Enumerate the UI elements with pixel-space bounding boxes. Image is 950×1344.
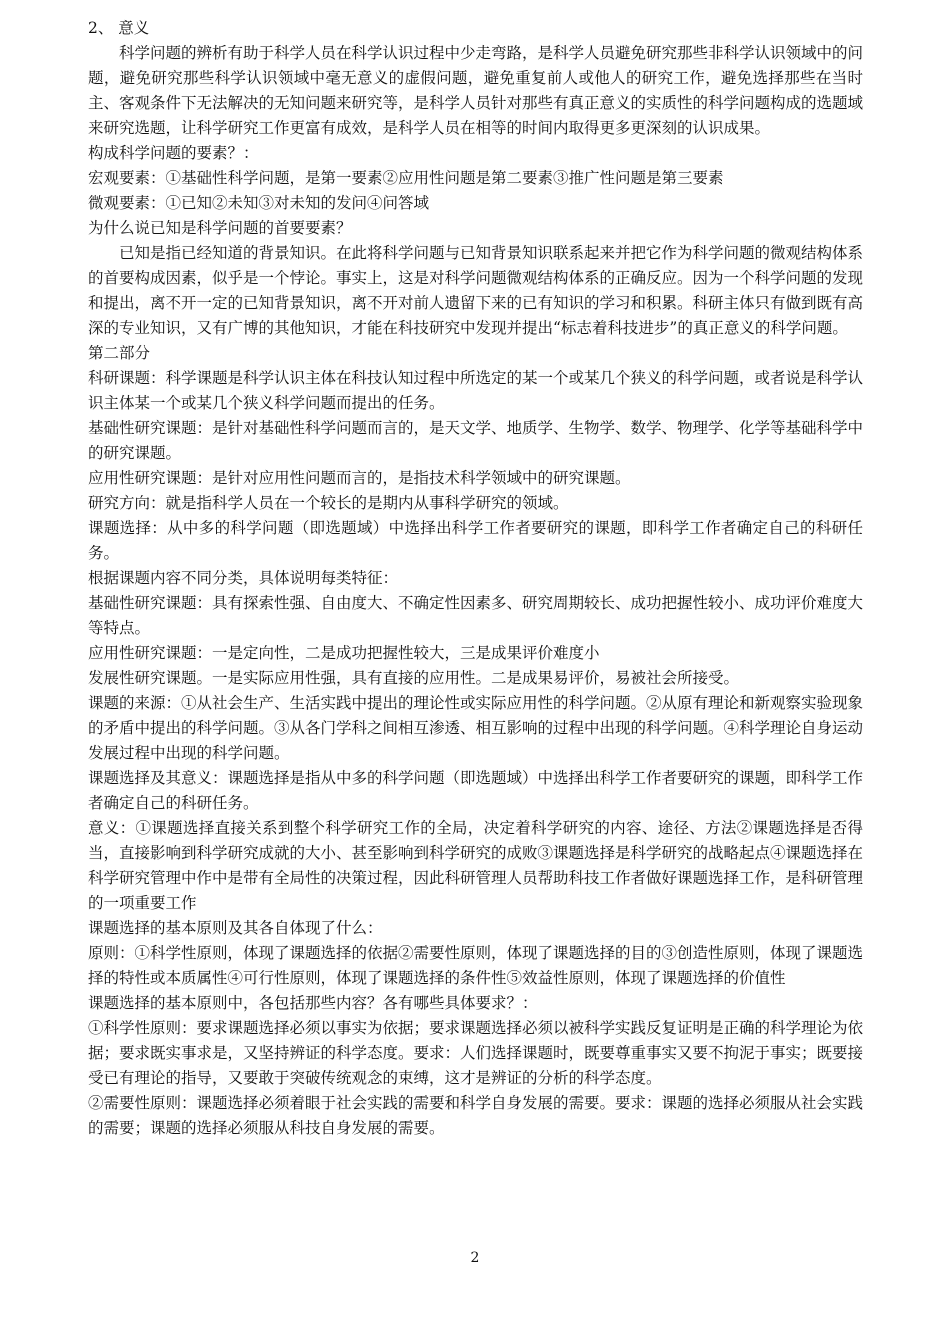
definition-research-direction: 研究方向：就是指科学人员在一个较长的是期内从事科学研究的领域。 bbox=[88, 494, 569, 512]
definition-basic-research: 基础性研究课题：是针对基础性科学问题而言的，是天文学、地质学、生物学、数学、物理学、化学等基础科学中的研究课题。 bbox=[88, 419, 864, 462]
topic-sources: 课题的来源：①从社会生产、生活实践中提出的理论性或实际应用性的科学问题。②从原有理论和新观察实验现象的矛盾中提出的科学问题。③从各门学科之间相互渗透、相互影响的过程中出现的科学问题。④科学理论自身运动发展过程中出现的科学问题。 bbox=[88, 694, 864, 762]
known-primary-question: 为什么说已知是科学问题的首要要素？ bbox=[88, 219, 352, 237]
classification-heading: 根据课题内容不同分类，具体说明每类特征： bbox=[88, 569, 399, 587]
part-two-heading: 第二部分 bbox=[88, 344, 151, 362]
principles-content-heading: 课题选择的基本原则中，各包括那些内容？各有哪些具体要求？： bbox=[88, 994, 538, 1012]
definition-topic-selection: 课题选择：从中多的科学问题（即选题域）中选择出科学工作者要研究的课题，即科学工作者确定自己的科研任务。 bbox=[88, 519, 863, 562]
feature-basic-research: 基础性研究课题：具有探索性强、自由度大、不确定性因素多、研究周期较长、成功把握性较小、成功评价难度大等特点。 bbox=[88, 594, 864, 637]
feature-development-research: 发展性研究课题。一是实际应用性强，具有直接的应用性。二是成果易评价，易被社会所接受。 bbox=[88, 669, 740, 687]
micro-elements: 微观要素：①已知②未知③对未知的发问④问答域 bbox=[88, 194, 430, 212]
principles-list: 原则：①科学性原则，体现了课题选择的依据②需要性原则，体现了课题选择的目的③创造性原则，体现了课题选择的特性或本质属性④可行性原则，体现了课题选择的条件性⑤效益性原则，体现了课题选择的价值性 bbox=[88, 944, 864, 987]
page-number: 2 bbox=[470, 1250, 480, 1266]
principle-scientific: ①科学性原则：要求课题选择必须以事实为依据；要求课题选择必须以被科学实践反复证明是正确的科学理论为依据；要求既实事求是，又坚持辨证的科学态度。要求：人们选择课题时，既要尊重事实又要不拘泥于事实；既要接受已有理论的指导，又要敢于突破传统观念的束缚，这才是辨证的分析的科学态度。 bbox=[88, 1019, 864, 1087]
principles-heading: 课题选择的基本原则及其各自体现了什么： bbox=[88, 919, 383, 937]
topic-selection-meaning: 课题选择及其意义：课题选择是指从中多的科学问题（即选题域）中选择出科学工作者要研究的课题，即科学工作者确定自己的科研任务。 bbox=[88, 769, 864, 812]
definition-applied-research: 应用性研究课题：是针对应用性问题而言的，是指技术科学领域中的研究课题。 bbox=[88, 469, 631, 487]
definition-research-topic: 科研课题：科学课题是科学认识主体在科技认知过程中所选定的某一个或某几个狭义的科学问题，或者说是科学认识主体某一个或某几个狭义科学问题而提出的任务。 bbox=[88, 369, 864, 412]
question-elements-heading: 构成科学问题的要素？： bbox=[88, 144, 259, 162]
principle-need: ②需要性原则：课题选择必须着眼于社会实践的需要和科学自身发展的需要。要求：课题的选择必须服从社会实践的需要；课题的选择必须服从科技自身发展的需要。 bbox=[88, 1094, 864, 1137]
feature-applied-research: 应用性研究课题：一是定向性，二是成功把握性较大，三是成果评价难度小 bbox=[88, 644, 600, 662]
significance-list: 意义：①课题选择直接关系到整个科学研究工作的全局，决定着科学研究的内容、途径、方法②课题选择是否得当，直接影响到科学研究成就的大小、甚至影响到科学研究的成败③课题选择是科学研究的战略起点④课题选择在科学研究管理中作中是带有全局性的决策过程，因此科研管理人员帮助科技工作者做好课题选择工作，是科研管理的一项重要工作 bbox=[88, 819, 864, 912]
section-heading: 2、 意义 bbox=[88, 19, 150, 37]
document-page bbox=[88, 16, 863, 1141]
macro-elements: 宏观要素：①基础性科学问题，是第一要素②应用性问题是第二要素③推广性问题是第三要素 bbox=[88, 169, 724, 187]
paragraph-significance: 科学问题的辨析有助于科学人员在科学认识过程中少走弯路，是科学人员避免研究那些非科学认识领域中的问题，避免研究那些科学认识领域中毫无意义的虚假问题，避免重复前人或他人的研究工作，避免选择那些在当时主、客观条件下无法解决的无知问题来研究等，是科学人员针对那些有真正意义的实质性的科学问题构成的选题域来研究选题，让科学研究工作更富有成效，是科学人员在相等的时间内取得更多更深刻的认识成果。 bbox=[88, 44, 864, 137]
paragraph-known-knowledge: 已知是指已经知道的背景知识。在此将科学问题与已知背景知识联系起来并把它作为科学问题的微观结构体系的首要构成因素，似乎是一个悖论。事实上，这是对科学问题微观结构体系的正确反应。因为一个科学问题的发现和提出，离不开一定的已知背景知识，离不开对前人遗留下来的已有知识的学习和积累。科研主体只有做到既有高深的专业知识，又有广博的其他知识，才能在科技研究中发现并提出“标志着科技进步”的真正意义的科学问题。 bbox=[88, 244, 864, 337]
